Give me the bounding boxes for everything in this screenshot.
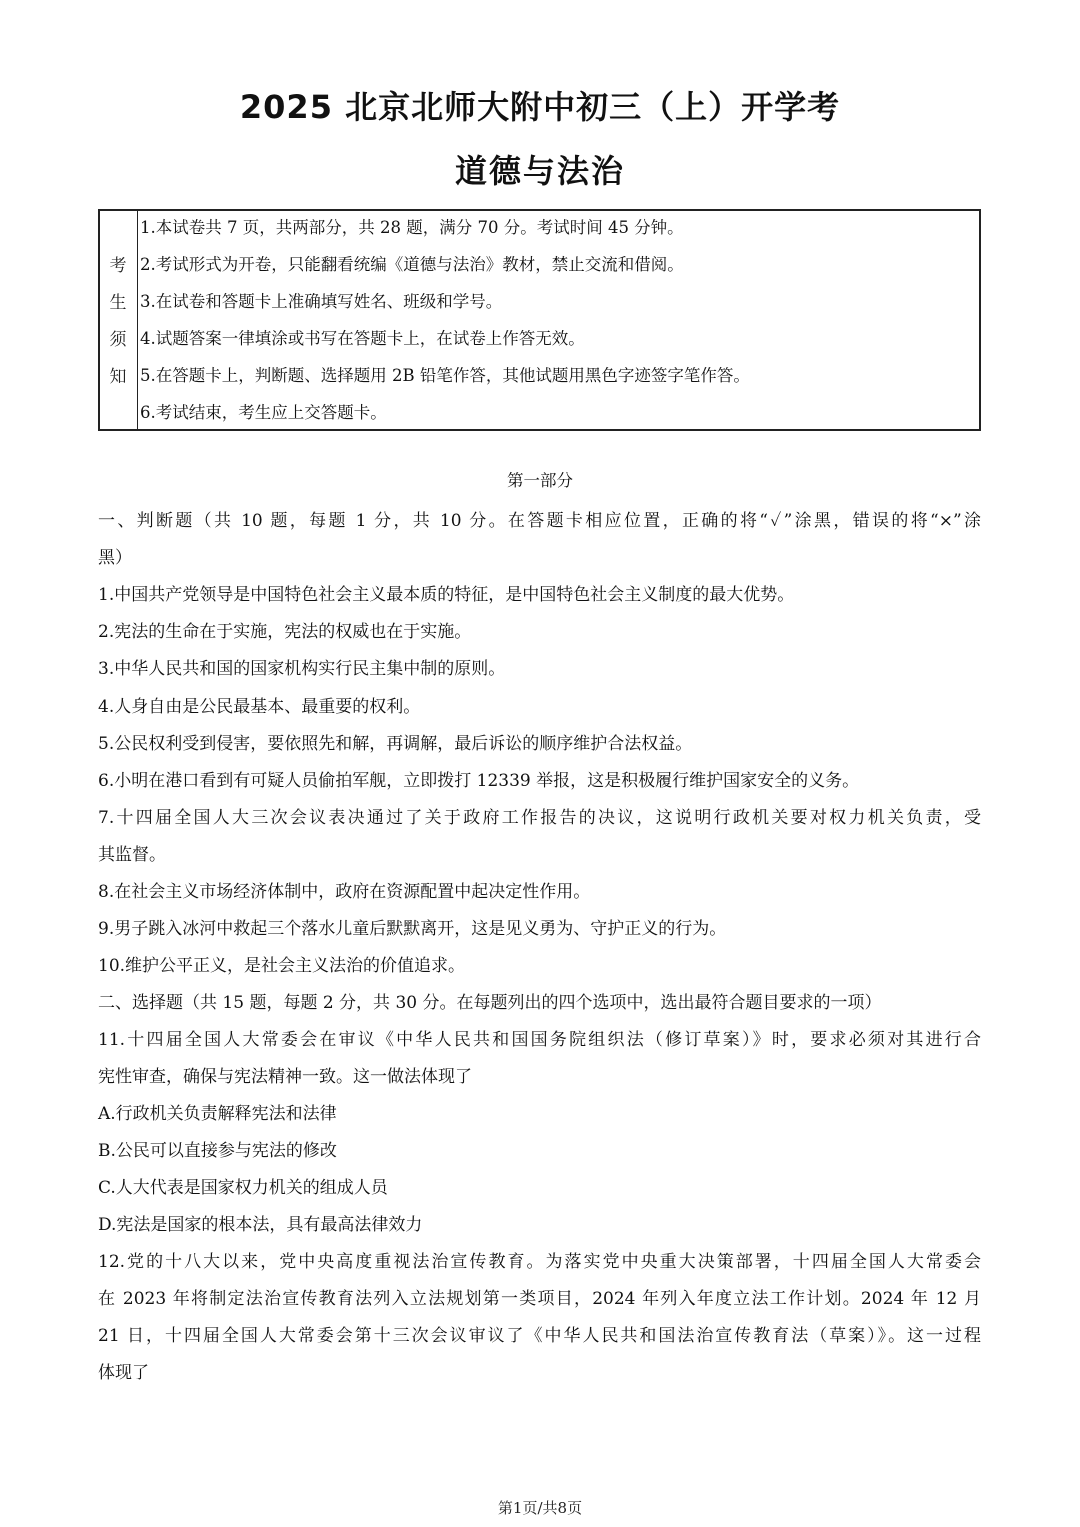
option-d: D.宪法是国家的根本法，具有最高法律效力	[98, 1215, 423, 1235]
option-a: A.行政机关负责解释宪法和法律	[98, 1104, 337, 1124]
notice-item: 1.本试卷共 7 页，共两部分，共 28 题，满分 70 分。考试时间 45 分钟。	[140, 218, 684, 237]
notice-label-char: 须	[109, 330, 127, 350]
question-11: 11.十四届全国人大常委会在审议《中华人民共和国国务院组织法（修订草案）》时，要求必须对其进行合	[98, 1030, 981, 1050]
notice-item: 2.考试形式为开卷，只能翻看统编《道德与法治》教材，禁止交流和借阅。	[140, 255, 684, 274]
exam-title: 2025 北京北师大附中初三（上）开学考	[239, 88, 841, 126]
subject-title: 道德与法治	[454, 152, 625, 190]
part-heading: 第一部分	[507, 471, 573, 490]
question-1: 1.中国共产党领导是中国特色社会主义最本质的特征，是中国特色社会主义制度的最大优势。	[98, 585, 795, 605]
section-title-choice: 二、选择题（共 15 题，每题 2 分，共 30 分。在每题列出的四个选项中，选出最符合题目要求的一项）	[98, 993, 882, 1013]
question-12: 12.党的十八大以来，党中央高度重视法治宣传教育。为落实党中央重大决策部署，十四届全国人大常委会	[98, 1252, 981, 1272]
question-9: 9.男子跳入冰河中救起三个落水儿童后默默离开，这是见义勇为、守护正义的行为。	[98, 919, 727, 939]
notice-item: 6.考试结束，考生应上交答题卡。	[140, 403, 387, 422]
question-4: 4.人身自由是公民最基本、最重要的权利。	[98, 697, 421, 717]
question-6: 6.小明在港口看到有可疑人员偷拍军舰，立即拨打 12339 举报，这是积极履行维护国家安全的义务。	[98, 771, 860, 791]
notice-item: 4.试题答案一律填涂或书写在答题卡上，在试卷上作答无效。	[140, 329, 585, 348]
question-10: 10.维护公平正义，是社会主义法治的价值追求。	[98, 956, 466, 976]
question-8: 8.在社会主义市场经济体制中，政府在资源配置中起决定性作用。	[98, 882, 591, 902]
question-3: 3.中华人民共和国的国家机构实行民主集中制的原则。	[98, 659, 506, 679]
option-c: C.人大代表是国家权力机关的组成人员	[98, 1178, 388, 1198]
notice-label-column	[100, 211, 138, 429]
question-12-cont: 21 日，十四届全国人大常委会第十三次会议审议了《中华人民共和国法治宣传教育法（草案）》。这一过程	[98, 1326, 981, 1346]
question-11-cont: 宪性审查，确保与宪法精神一致。这一做法体现了	[98, 1067, 472, 1087]
section-title-judgement: 一、判断题（共 10 题，每题 1 分，共 10 分。在答题卡相应位置，正确的将“✓”涂黑，错误的将“×”涂	[98, 511, 981, 531]
section-title-judgement-cont: 黑）	[98, 548, 132, 568]
page-number: 第1页/共8页	[497, 1499, 583, 1517]
notice-label-char: 考	[109, 256, 127, 276]
question-7-cont: 其监督。	[98, 845, 166, 865]
notice-item: 5.在答题卡上，判断题、选择题用 2B 铅笔作答，其他试题用黑色字迹签字笔作答。	[140, 366, 750, 385]
question-12-cont: 体现了	[98, 1363, 149, 1383]
question-2: 2.宪法的生命在于实施，宪法的权威也在于实施。	[98, 622, 472, 642]
candidate-notice-box	[98, 209, 981, 431]
notice-label-char: 知	[109, 367, 127, 387]
notice-label-char: 生	[109, 293, 127, 313]
question-5: 5.公民权利受到侵害，要依照先和解，再调解，最后诉讼的顺序维护合法权益。	[98, 734, 693, 754]
question-7: 7.十四届全国人大三次会议表决通过了关于政府工作报告的决议，这说明行政机关要对权力机关负责，受	[98, 808, 981, 828]
notice-item: 3.在试卷和答题卡上准确填写姓名、班级和学号。	[140, 292, 503, 311]
question-12-cont: 在 2023 年将制定法治宣传教育法列入立法规划第一类项目，2024 年列入年度立法工作计划。2024 年 12 月	[98, 1289, 981, 1309]
option-b: B.公民可以直接参与宪法的修改	[98, 1141, 337, 1161]
